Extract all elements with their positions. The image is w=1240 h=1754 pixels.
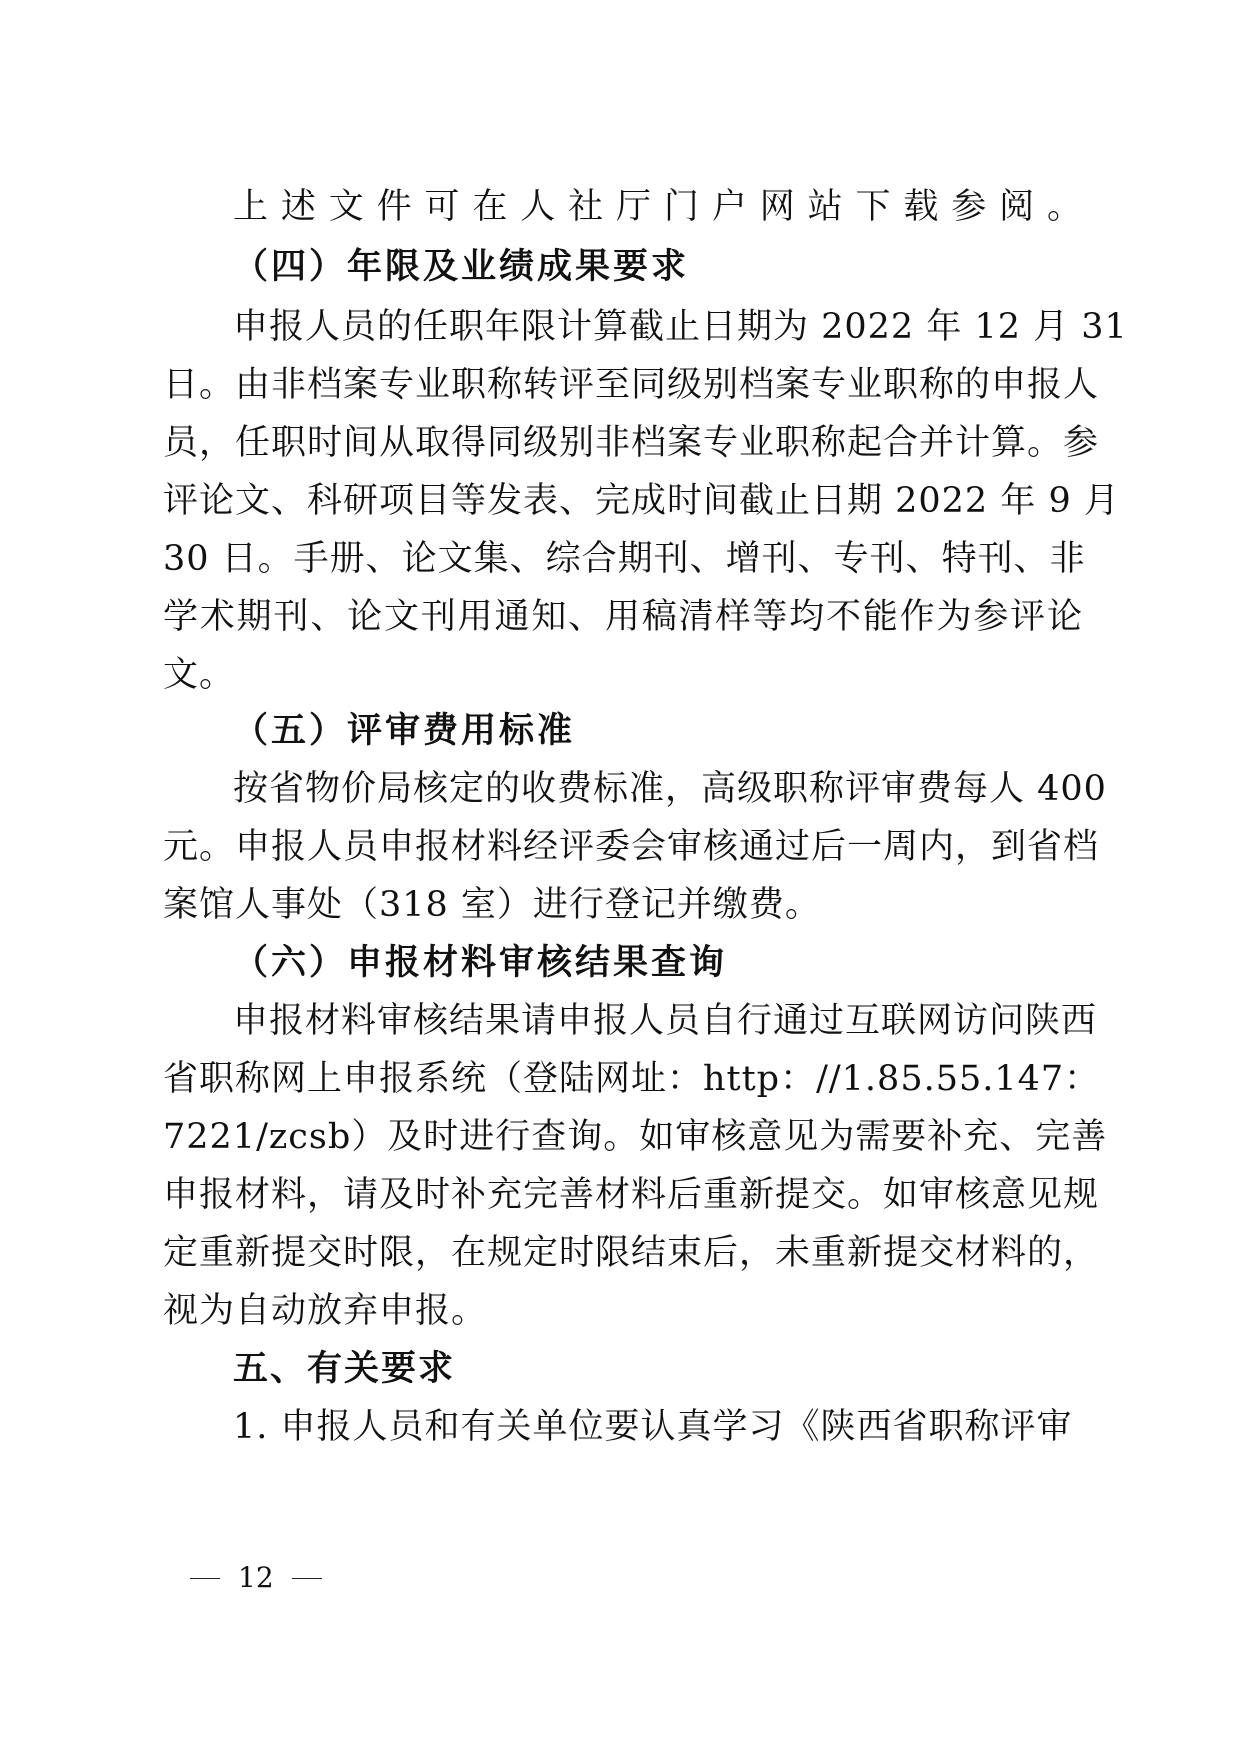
page-footer [190, 1558, 322, 1598]
paragraph-line: 元。申报人员申报材料经评委会审核通过后一周内，到省档 [163, 827, 1100, 867]
paragraph-line: 学术期刊、论文刊用通知、用稿清样等均不能作为参评论 [163, 597, 1083, 637]
paragraph-line: 定重新提交时限，在规定时限结束后，未重新提交材料的， [163, 1233, 1100, 1273]
paragraph-line: 30 日。手册、论文集、综合期刊、增刊、专刊、特刊、非 [163, 539, 1086, 579]
paragraph-line: 评论文、科研项目等发表、完成时间截止日期 2022 年 9 月 [163, 481, 1120, 521]
footer-dash-right [292, 1578, 322, 1579]
footer-dash-left [190, 1578, 220, 1579]
paragraph-line: 申报材料审核结果请申报人员自行通过互联网访问陕西 [233, 1001, 1098, 1041]
section-subheading: （四）年限及业绩成果要求 [233, 246, 690, 287]
section-subheading: （五）评审费用标准 [233, 710, 576, 751]
paragraph-line: 7221/zcsb）及时进行查询。如审核意见为需要补充、完善 [163, 1117, 1108, 1157]
paragraph-line: 申报材料，请及时补充完善材料后重新提交。如审核意见规 [163, 1175, 1100, 1215]
paragraph-line: 申报人员的任职年限计算截止日期为 2022 年 12 月 31 [233, 307, 1128, 347]
paragraph-line: 省职称网上申报系统（登陆网址：http：//1.85.55.147： [163, 1059, 1101, 1099]
section-subheading: （六）申报材料审核结果查询 [233, 942, 728, 983]
paragraph-line: 文。 [163, 655, 236, 695]
paragraph-line: 1. 申报人员和有关单位要认真学习《陕西省职称评审 [233, 1407, 1073, 1447]
page-number: 12 [238, 1561, 274, 1594]
paragraph-line: 日。由非档案专业职称转评至同级别档案专业职称的申报人 [163, 365, 1100, 405]
section-heading: 五、有关要求 [233, 1349, 456, 1389]
paragraph-line: 案馆人事处（318 室）进行登记并缴费。 [163, 885, 821, 925]
paragraph-line: 上述文件可在人社厅门户网站下载参阅。 [233, 187, 1083, 227]
paragraph-line: 按省物价局核定的收费标准，高级职称评审费每人 400 [233, 769, 1107, 809]
paragraph-line: 员，任职时间从取得同级别非档案专业职称起合并计算。参 [163, 423, 1100, 463]
paragraph-line: 视为自动放弃申报。 [163, 1291, 488, 1331]
